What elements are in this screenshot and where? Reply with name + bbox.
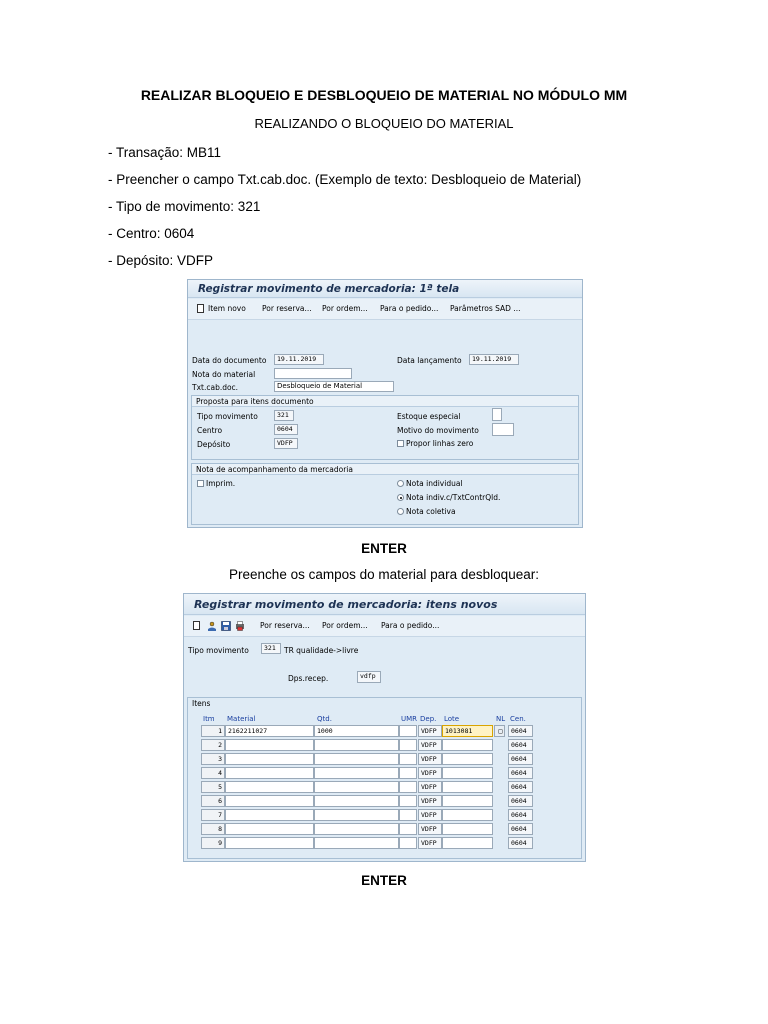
- nota-coletiva-label: Nota coletiva: [406, 507, 456, 516]
- para-o-pedido-button-2[interactable]: Para o pedido...: [381, 621, 440, 630]
- cell-dep[interactable]: VDFP: [418, 837, 442, 849]
- cell-lote[interactable]: [442, 795, 493, 807]
- cell-cen[interactable]: 0604: [508, 781, 533, 793]
- dps-recep-field[interactable]: vdfp: [357, 671, 381, 683]
- cell-material[interactable]: 2162211027: [225, 725, 314, 737]
- proposta-group-title: Proposta para itens documento: [192, 396, 578, 407]
- imprim-checkbox[interactable]: [197, 480, 204, 487]
- data-documento-field[interactable]: 19.11.2019: [274, 354, 324, 365]
- data-lancamento-label: Data lançamento: [397, 356, 462, 365]
- cell-itm: 9: [201, 837, 225, 849]
- por-ordem-button[interactable]: Por ordem...: [322, 304, 368, 313]
- col-nl: NL: [496, 715, 506, 723]
- step-centro: - Centro: 0604: [108, 226, 195, 241]
- tipo-movimento-field-2[interactable]: 321: [261, 643, 281, 654]
- cell-cen[interactable]: 0604: [508, 837, 533, 849]
- cell-material[interactable]: [225, 809, 314, 821]
- cell-cen[interactable]: 0604: [508, 753, 533, 765]
- propor-checkbox[interactable]: [397, 440, 404, 447]
- tipo-movimento-text: TR qualidade->livre: [284, 646, 359, 655]
- imprim-label: Imprim.: [206, 479, 236, 488]
- cell-material[interactable]: [225, 753, 314, 765]
- por-reserva-button[interactable]: Por reserva...: [262, 304, 312, 313]
- cell-itm: 4: [201, 767, 225, 779]
- step-txt-cab-doc: - Preencher o campo Txt.cab.doc. (Exemplo de texto: Desbloqueio de Material): [108, 172, 582, 187]
- enter-label-1: ENTER: [361, 541, 407, 556]
- cell-qtd[interactable]: [314, 795, 399, 807]
- tipo-movimento-label-2: Tipo movimento: [188, 646, 249, 655]
- dps-recep-label: Dps.recep.: [288, 674, 329, 683]
- save-icon[interactable]: [221, 621, 231, 631]
- cell-dep[interactable]: VDFP: [418, 795, 442, 807]
- txt-cab-doc-field[interactable]: Desbloqueio de Material: [274, 381, 394, 392]
- cell-cen[interactable]: 0604: [508, 767, 533, 779]
- sap-screen-first: [187, 279, 583, 528]
- cell-material[interactable]: [225, 767, 314, 779]
- cell-qtd[interactable]: [314, 753, 399, 765]
- cell-lote[interactable]: [442, 781, 493, 793]
- cell-itm: 3: [201, 753, 225, 765]
- new-item-icon[interactable]: [197, 304, 204, 313]
- itens-group-title: Itens: [188, 698, 581, 709]
- cell-lote[interactable]: 1013081: [442, 725, 493, 737]
- para-o-pedido-button[interactable]: Para o pedido...: [380, 304, 439, 313]
- por-reserva-button-2[interactable]: Por reserva...: [260, 621, 310, 630]
- person-icon[interactable]: [207, 621, 217, 631]
- cell-material[interactable]: [225, 795, 314, 807]
- print-icon[interactable]: [235, 621, 245, 631]
- data-documento-label: Data do documento: [192, 356, 267, 365]
- col-qtd: Qtd.: [317, 715, 332, 723]
- step-tipo-movimento: - Tipo de movimento: 321: [108, 199, 261, 214]
- cell-itm: 5: [201, 781, 225, 793]
- cell-dep[interactable]: VDFP: [418, 823, 442, 835]
- tipo-movimento-field[interactable]: 321: [274, 410, 294, 421]
- new-document-icon[interactable]: [193, 621, 200, 630]
- cell-cen[interactable]: 0604: [508, 809, 533, 821]
- cell-cen[interactable]: 0604: [508, 739, 533, 751]
- nota-indiv-label: Nota indiv.c/TxtContrQld.: [406, 493, 501, 502]
- nota-material-field[interactable]: [274, 368, 352, 379]
- data-lancamento-field[interactable]: 19.11.2019: [469, 354, 519, 365]
- txt-cab-doc-label: Txt.cab.doc.: [192, 383, 239, 392]
- cell-itm: 7: [201, 809, 225, 821]
- estoque-especial-label: Estoque especial: [397, 412, 461, 421]
- itens-group: [187, 697, 582, 859]
- cell-umr[interactable]: [399, 837, 417, 849]
- col-dep: Dep.: [420, 715, 437, 723]
- cell-itm: 6: [201, 795, 225, 807]
- cell-itm: 8: [201, 823, 225, 835]
- cell-dep[interactable]: VDFP: [418, 767, 442, 779]
- cell-umr[interactable]: [399, 795, 417, 807]
- enter-label-2: ENTER: [361, 873, 407, 888]
- cell-cen[interactable]: 0604: [508, 823, 533, 835]
- nota-indiv-radio[interactable]: [397, 494, 404, 501]
- batch-search-icon[interactable]: □: [494, 725, 505, 737]
- step-deposito: - Depósito: VDFP: [108, 253, 214, 268]
- cell-material[interactable]: [225, 823, 314, 835]
- document-title: REALIZAR BLOQUEIO E DESBLOQUEIO DE MATERIAL NO MÓDULO MM: [140, 87, 628, 103]
- cell-dep[interactable]: VDFP: [418, 725, 442, 737]
- item-novo-button[interactable]: Item novo: [208, 304, 246, 313]
- cell-umr[interactable]: [399, 823, 417, 835]
- cell-material[interactable]: [225, 781, 314, 793]
- screen1-title: Registrar movimento de mercadoria: 1ª tela: [188, 280, 582, 298]
- nota-individual-label: Nota individual: [406, 479, 463, 488]
- col-umr: UMR: [401, 715, 418, 723]
- cell-material[interactable]: [225, 739, 314, 751]
- cell-lote[interactable]: [442, 809, 493, 821]
- cell-cen[interactable]: 0604: [508, 795, 533, 807]
- cell-umr[interactable]: [399, 739, 417, 751]
- cell-cen[interactable]: 0604: [508, 725, 533, 737]
- nota-individual-radio[interactable]: [397, 480, 404, 487]
- cell-qtd[interactable]: [314, 739, 399, 751]
- col-lote: Lote: [444, 715, 460, 723]
- instruction-2: Preenche os campos do material para desbloquear:: [229, 567, 539, 582]
- col-itm: Itm: [203, 715, 215, 723]
- cell-lote[interactable]: [442, 823, 493, 835]
- cell-lote[interactable]: [442, 753, 493, 765]
- centro-field[interactable]: 0604: [274, 424, 298, 435]
- cell-umr[interactable]: [399, 753, 417, 765]
- cell-umr[interactable]: [399, 725, 417, 737]
- motivo-label: Motivo do movimento: [397, 426, 479, 435]
- tipo-movimento-label: Tipo movimento: [197, 412, 258, 421]
- cell-dep[interactable]: VDFP: [418, 739, 442, 751]
- nota-material-label: Nota do material: [192, 370, 256, 379]
- screen1-toolbar: [188, 299, 582, 320]
- proposta-group: [191, 395, 579, 460]
- col-material: Material: [227, 715, 256, 723]
- nota-coletiva-radio[interactable]: [397, 508, 404, 515]
- estoque-especial-field[interactable]: [492, 408, 502, 421]
- cell-qtd[interactable]: [314, 837, 399, 849]
- motivo-field[interactable]: [492, 423, 514, 436]
- nota-group: [191, 463, 579, 525]
- deposito-field[interactable]: VDFP: [274, 438, 298, 449]
- cell-lote[interactable]: [442, 767, 493, 779]
- cell-qtd[interactable]: [314, 809, 399, 821]
- cell-umr[interactable]: [399, 781, 417, 793]
- screen2-toolbar: [184, 616, 585, 637]
- cell-qtd[interactable]: [314, 767, 399, 779]
- cell-dep[interactable]: VDFP: [418, 781, 442, 793]
- cell-qtd[interactable]: [314, 823, 399, 835]
- cell-itm: 2: [201, 739, 225, 751]
- cell-lote[interactable]: [442, 739, 493, 751]
- cell-umr[interactable]: [399, 767, 417, 779]
- propor-label: Propor linhas zero: [406, 439, 474, 448]
- cell-dep[interactable]: VDFP: [418, 753, 442, 765]
- cell-qtd[interactable]: 1000: [314, 725, 399, 737]
- deposito-label: Depósito: [197, 440, 231, 449]
- cell-qtd[interactable]: [314, 781, 399, 793]
- cell-umr[interactable]: [399, 809, 417, 821]
- cell-itm: 1: [201, 725, 225, 737]
- cell-material[interactable]: [225, 837, 314, 849]
- nota-group-title: Nota de acompanhamento da mercadoria: [192, 464, 578, 475]
- cell-dep[interactable]: VDFP: [418, 809, 442, 821]
- centro-label: Centro: [197, 426, 223, 435]
- screen2-title: Registrar movimento de mercadoria: itens novos: [184, 594, 585, 615]
- cell-lote[interactable]: [442, 837, 493, 849]
- step-transacao: - Transação: MB11: [108, 145, 222, 160]
- por-ordem-button-2[interactable]: Por ordem...: [322, 621, 368, 630]
- sap-screen-items: [183, 593, 586, 862]
- document-subtitle: REALIZANDO O BLOQUEIO DO MATERIAL: [254, 116, 514, 131]
- col-cen: Cen.: [510, 715, 526, 723]
- parametros-sad-button[interactable]: Parâmetros SAD ...: [450, 304, 521, 313]
